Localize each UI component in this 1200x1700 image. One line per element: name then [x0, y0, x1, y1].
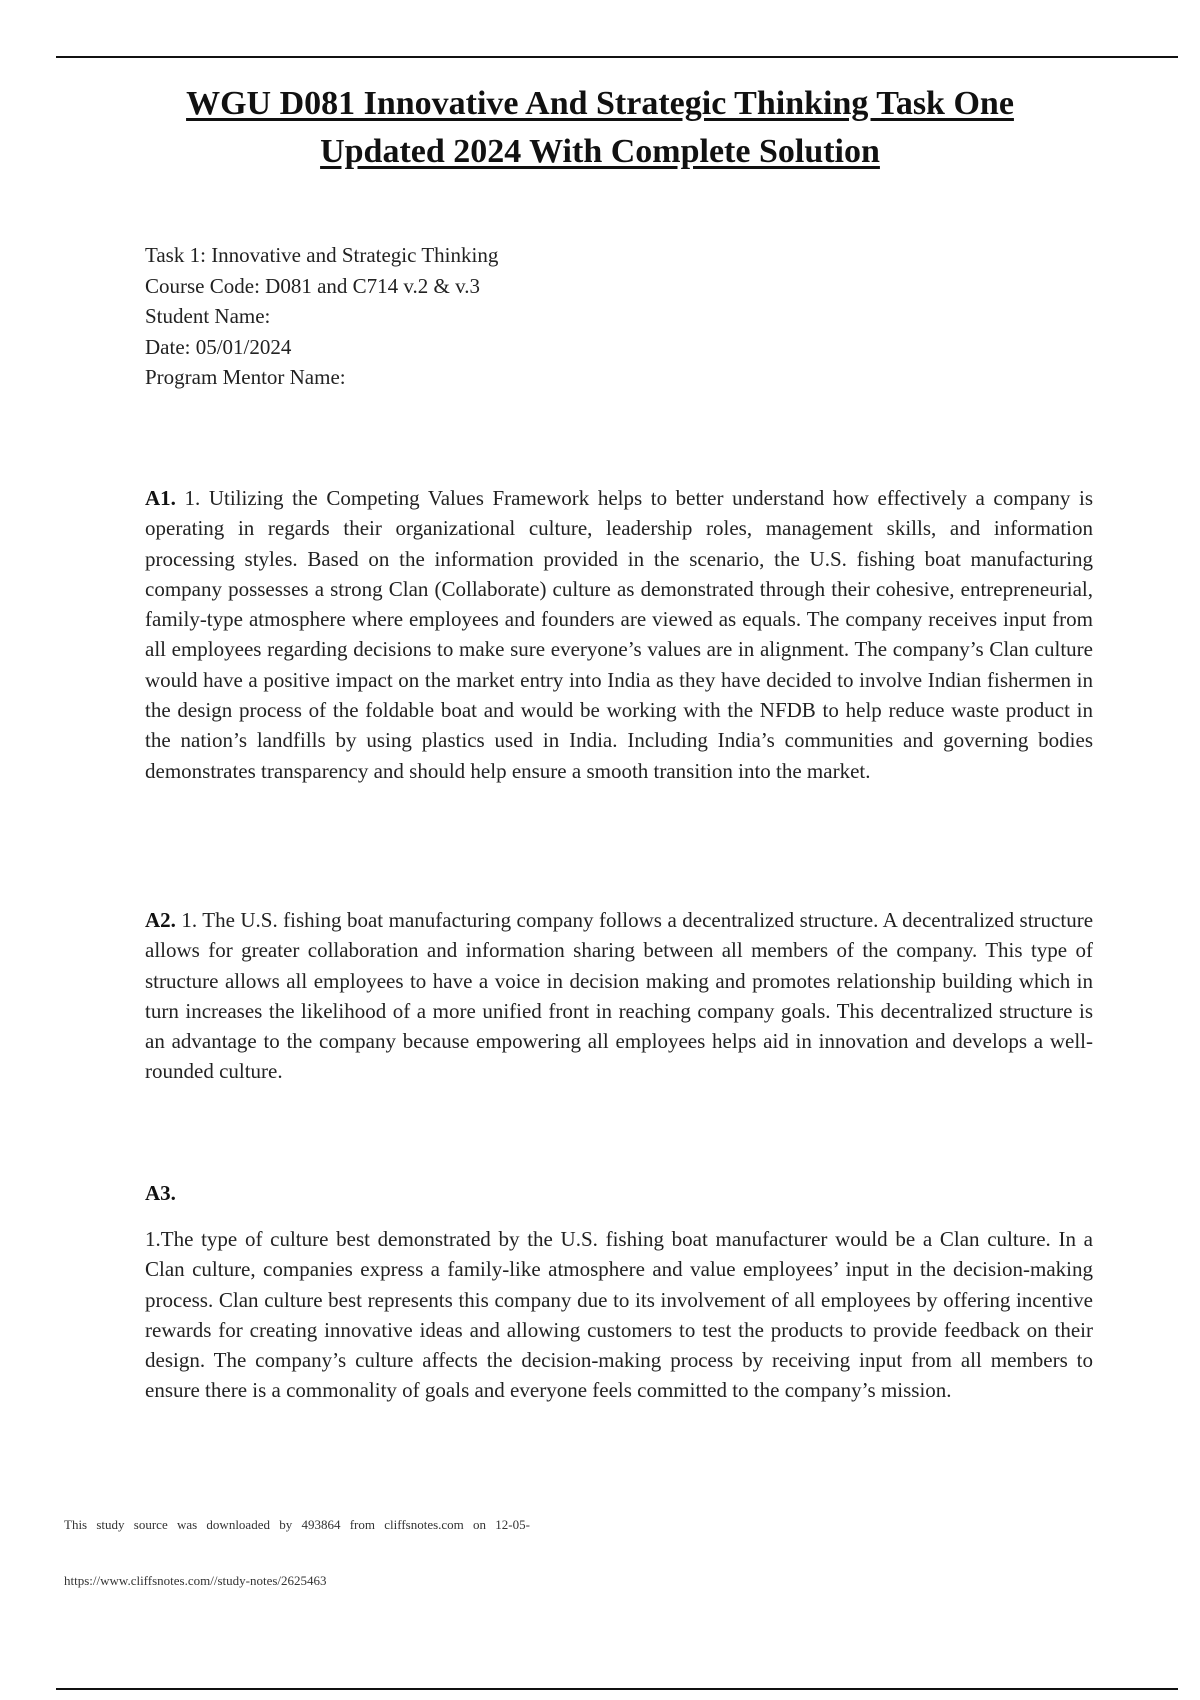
section-a1-label: A1.: [145, 486, 176, 510]
section-a2: [145, 905, 1093, 1087]
student-name-line: Student Name:: [145, 304, 271, 328]
task-line: Task 1: Innovative and Strategic Thinking: [145, 243, 499, 267]
section-a3: [145, 1224, 1093, 1406]
date-line: Date: 05/01/2024: [145, 334, 292, 359]
document-title: [0, 80, 1200, 176]
section-a2-label: A2.: [145, 908, 176, 932]
mentor-name-line: Program Mentor Name:: [145, 365, 346, 389]
section-a2-text: 1. The U.S. fishing boat manufacturing company follows a decentralized structure. A decentralized structure allows for greater collaboration and information sharing between all members of the company. This type of structure allows all employees to have a voice in decision making and promotes relationship building which in turn increases the likelihood of a more unified front in reaching company goals. This decentralized structure is an advantage to the company because empowering all employees helps aid in innovation and develops a well- rounded culture.: [145, 908, 1094, 1084]
source-note: This study source was downloaded by 493864 from cliffsnotes.com on 12-05-: [64, 1517, 530, 1532]
course-code-line: Course Code: D081 and C714 v.2 & v.3: [145, 273, 481, 298]
top-divider: [56, 56, 1178, 58]
document-meta: [145, 240, 498, 393]
title-line-1: WGU D081 Innovative And Strategic Thinking Task One: [186, 85, 1014, 122]
title-line-2: Updated 2024 With Complete Solution: [320, 133, 880, 170]
section-a1-text: 1. Utilizing the Competing Values Framework helps to better understand how effectively a company is operating in regards their organizational culture, leadership roles, management skills, and information processing styles. Based on the information provided in the scenario, the U.S. fishing boat manufacturing company possesses a strong Clan (Collaborate) culture as demonstrated through their cohesive, entrepreneurial, family-type atmosphere where employees and founders are viewed as equals. The company receives input from all employees regarding decisions to make sure everyone’s values are in alignment. The company’s Clan culture would have a positive impact on the market entry into India as they have decided to involve Indian fishermen in the design process of the foldable boat and would be working with the NFDB to help reduce waste product in the nation’s landfills by using plastics used in India. Including India’s communities and governing bodies demonstrates transparency and should help ensure a smooth transition into the market.: [145, 486, 1094, 783]
section-a3-label: A3.: [145, 1181, 176, 1205]
section-a3-text: 1.The type of culture best demonstrated by the U.S. fishing boat manufacturer would be a Clan culture. In a Clan culture, companies express a family-like atmosphere and value employees’ input in the decision-making process. Clan culture best represents this company due to its involvement of all employees by offering incentive rewards for creating innovative ideas and allowing customers to test the products to provide feedback on their design. The company’s culture affects the decision-making process by receiving input from all members to ensure there is a commonality of goals and everyone feels committed to the company’s mission.: [145, 1227, 1093, 1403]
source-url[interactable]: https://www.cliffsnotes.com//study-notes/2625463: [64, 1573, 327, 1588]
section-a1: [145, 483, 1093, 786]
bottom-divider: [56, 1688, 1178, 1690]
